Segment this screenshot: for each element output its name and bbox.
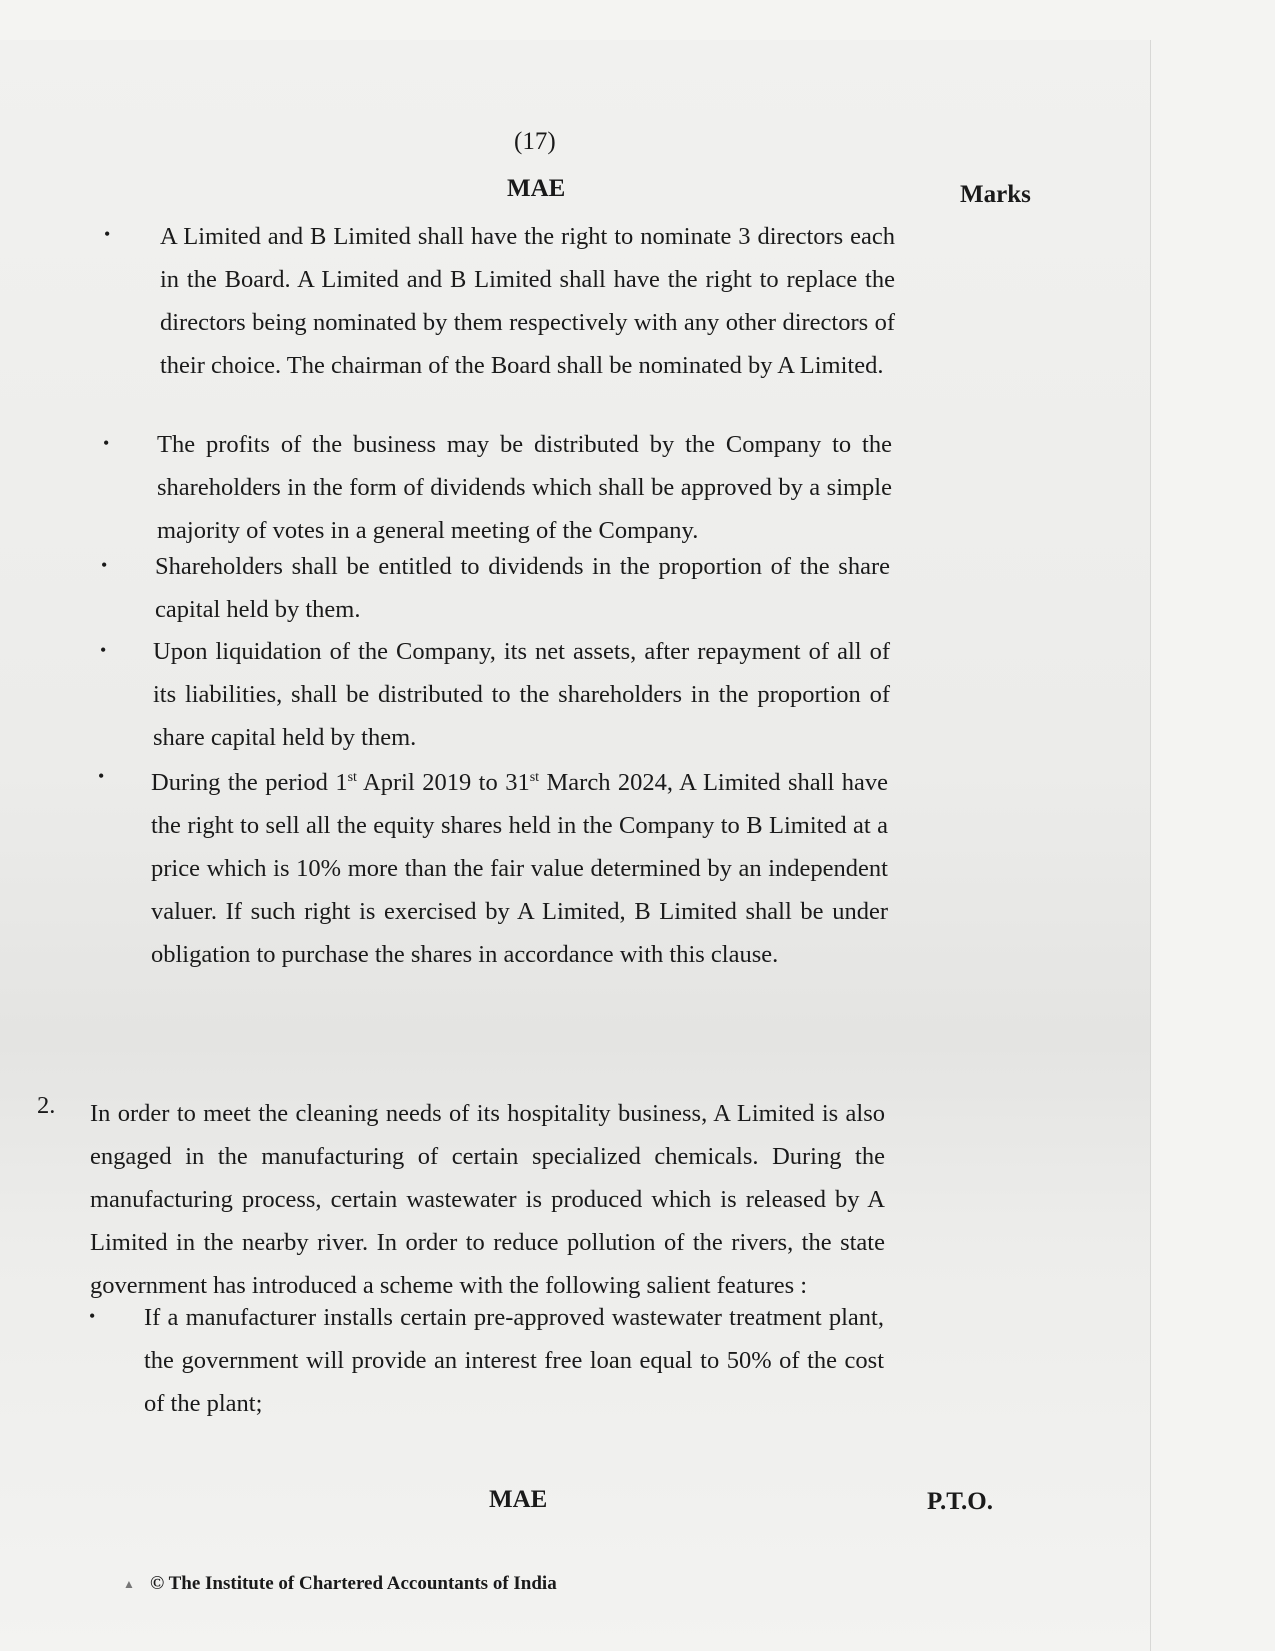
marks-column-heading: Marks (960, 181, 1031, 208)
scan-mark: ▲ (123, 1577, 135, 1591)
bullet-icon: • (89, 1306, 96, 1326)
question-number: 2. (37, 1092, 56, 1119)
copyright-notice: © The Institute of Chartered Accountants of India (150, 1573, 557, 1594)
bullet-item-profits: The profits of the business may be distributed by the Company to the shareholders in the form of dividends which shall be approved by a simple majority of votes in a general meeting of the Company. (157, 431, 892, 544)
bullet-icon: • (98, 766, 105, 786)
bullet-item-liquidation: Upon liquidation of the Company, its net assets, after repayment of all of its liabilities, shall be distributed to the shareholders in the proportion of share capital held by them. (153, 638, 890, 751)
paper-code-footer: MAE (489, 1486, 548, 1513)
bullet-item-dividends: Shareholders shall be entitled to dividends in the proportion of the share capital held by them. (155, 553, 890, 623)
question-2-text: In order to meet the cleaning needs of its hospitality business, A Limited is also engaged in the manufacturing of certain specialized chemicals. During the manufacturing process, certain wastewater is produced which is released by A Limited in the nearby river. In order to reduce pollution of the rivers, the state government has introduced a scheme with the following salient features : (90, 1100, 885, 1299)
bullet-icon: • (104, 224, 111, 244)
bullet-item-put-option: During the period 1st April 2019 to 31st March 2024, A Limited shall have the right to sell all the equity shares held in the Company to B Limited at a price which is 10% more than the fair value determined by an independent valuer. If such right is exercised by A Limited, B Limited shall be under obligation to purchase the shares in accordance with this clause. (151, 769, 888, 969)
paper-code-header: MAE (507, 175, 566, 202)
bullet-icon: • (101, 555, 108, 575)
bullet-item-directors: A Limited and B Limited shall have the right to nominate 3 directors each in the Board. A Limited and B Limited shall have the right to replace the directors being nominated by them respectively with any other directors of their choice. The chairman of the Board shall be nominated by A Limited. (160, 223, 895, 379)
bullet-icon: • (103, 433, 110, 453)
pto-label: P.T.O. (927, 1488, 993, 1515)
page-number: (17) (514, 128, 556, 155)
bullet-icon: • (100, 640, 107, 660)
bullet-item-loan: If a manufacturer installs certain pre-approved wastewater treatment plant, the government will provide an interest free loan equal to 50% of the cost of the plant; (144, 1304, 884, 1417)
